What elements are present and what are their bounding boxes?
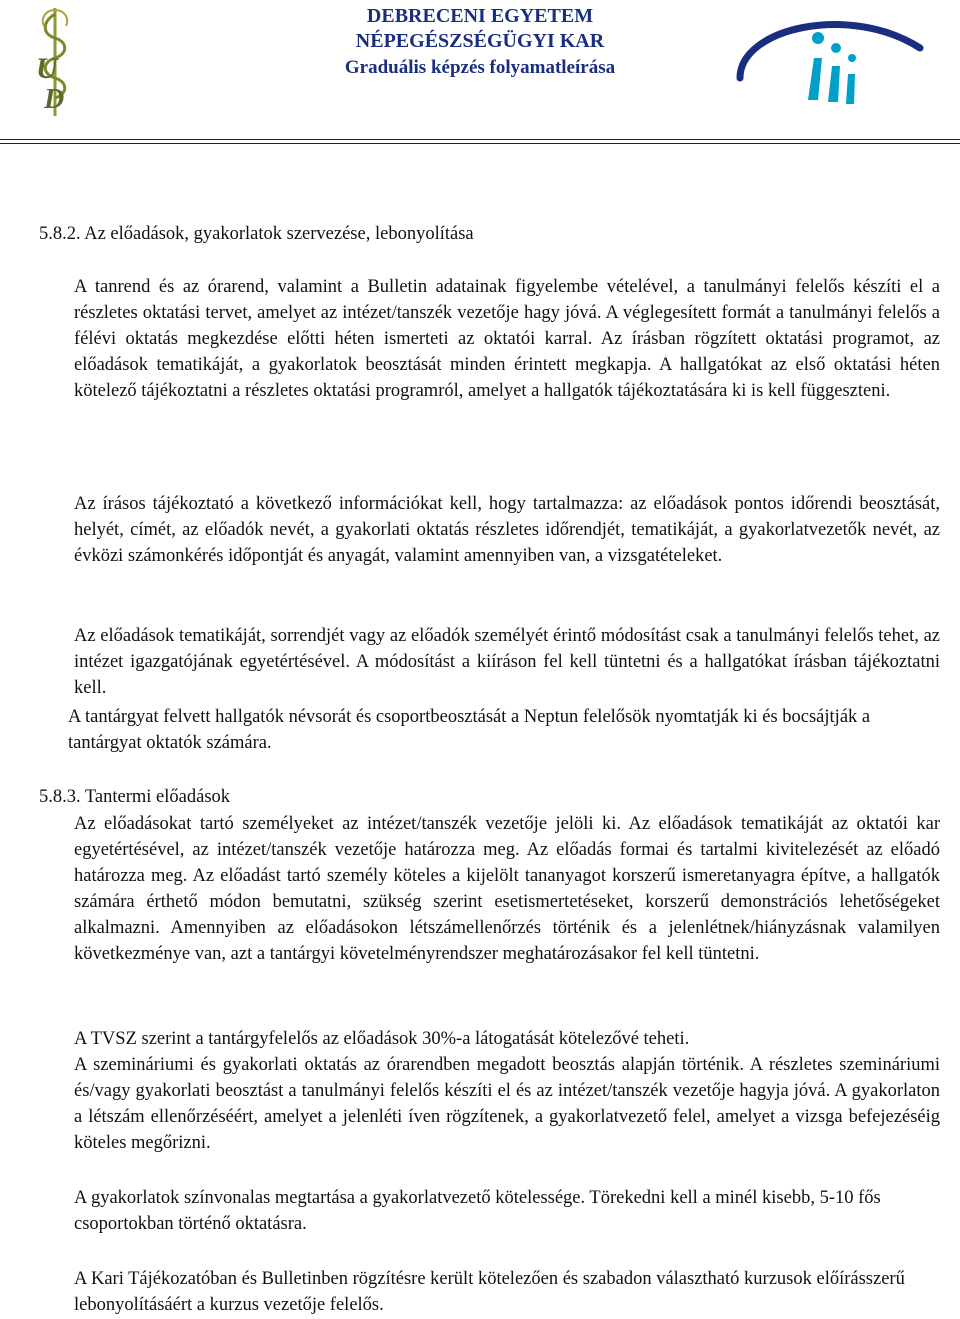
header-divider: [0, 139, 960, 140]
paragraph: A tanrend és az órarend, valamint a Bulletin adatainak figyelembe vételével, a tanulmányi felelős készíti el a részletes oktatási tervet, amelyet az intézet/tanszék vezetője hagy jóvá. A véglegesített formát a tanulmányi felelős a félévi oktatás megkezdése előtti héten ismerteti az oktatói karral. Az írásban rögzített oktatási programot, az előadások tematikáját, a gyakorlatok beosztását minden érintett megkapja. A hallgatókat az első oktatási héten kötelező tájékoztatni a részletes oktatási programról, amelyet a hallgatók tájékoztatására ki is kell függeszteni.: [74, 277, 940, 401]
paragraph: A tantárgyat felvett hallgatók névsorát és csoportbeosztását a Neptun felelősök nyomtatják ki és bocsájtják a tantárgyat oktatók számára.: [68, 707, 871, 753]
paragraph: Az írásos tájékoztató a következő információkat kell, hogy tartalmazza: az előadások pontos időrendi beosztását, helyét, címét, az előadók nevét, a gyakorlati oktatás részletes időrendjét, tematikáját, a gyakorlatvezetők nevét, az évközi számonkérés időpontját és anyagát, valamint amennyiben van, a vizsgatételeket.: [74, 494, 940, 566]
header-line-1: DEBRECENI EGYETEM: [366, 5, 594, 27]
section-title-5-8-3: 5.8.3. Tantermi előadások: [39, 787, 231, 807]
header-divider-thin: [0, 143, 960, 144]
faculty-logo-icon: [730, 8, 930, 118]
header-line-2: NÉPEGÉSZSÉGÜGYI KAR: [355, 30, 605, 52]
section-title-5-8-2: 5.8.2. Az előadások, gyakorlatok szervezése, lebonyolítása: [39, 224, 474, 244]
paragraph: Az előadások tematikáját, sorrendjét vagy az előadók személyét érintő módosítást csak a tanulmányi felelős tehet, az intézet igazgatójának egyetértésével. A módosítást a kiíráson fel kell tüntetni és a hallgatókat írásban tájékoztatni kell.: [74, 626, 940, 698]
paragraph: A Kari Tájékozatóban és Bulletinben rögzítésre került kötelezően és szabadon választható kurzusok előírásszerű lebonyolításáért a kurzus vezetője felelős.: [74, 1269, 905, 1315]
page-header: [0, 0, 960, 150]
svg-text:D: D: [44, 84, 65, 115]
paragraph: A TVSZ szerint a tantárgyfelelős az előadások 30%-a látogatását kötelezővé teheti.: [74, 1029, 690, 1049]
svg-text:U: U: [36, 52, 58, 85]
paragraph: Az előadásokat tartó személyeket az intézet/tanszék vezetője jelöli ki. Az előadások tematikáját az oktatói kar egyetértésével, az intézet/tanszék vezetője határozza meg. Az előadás formai és tartalmi kivitelezését az előadó határozza meg. Az előadást tartó személy köteles a kijelölt tananyagot korszerű ismeretanyagra építve, a hallgatók számára érthető módon bemutatni, szükség szerint esetismertetéseket, korszerű demonstrációs lehetőségeket alkalmazni. Amennyiben az előadásokon létszámellenőrzés történik és a jelenlétnek/hiányzásnak valamilyen következménye van, azt a tantárgyi követelményrendszer meghatározásakor fel kell tüntetni.: [74, 814, 940, 964]
paragraph: A szemináriumi és gyakorlati oktatás az órarendben megadott beosztás alapján történik. A részletes szemináriumi és/vagy gyakorlati beosztást a tanulmányi felelős készíti el és az intézet/tanszék vezetője hagyja jóvá. A gyakorlaton a létszám ellenőrzéséért, amelyet a jelenléti íven rögzítenek, a gyakorlatvezető felel, amelyet a vizsga befejezéséig köteles megőrizni.: [74, 1055, 940, 1153]
header-line-3: Graduális képzés folyamatleírása: [344, 57, 616, 78]
paragraph: A gyakorlatok színvonalas megtartása a gyakorlatvezető kötelessége. Törekedni kell a minél kisebb, 5-10 fős csoportokban történő oktatásra.: [74, 1188, 881, 1234]
